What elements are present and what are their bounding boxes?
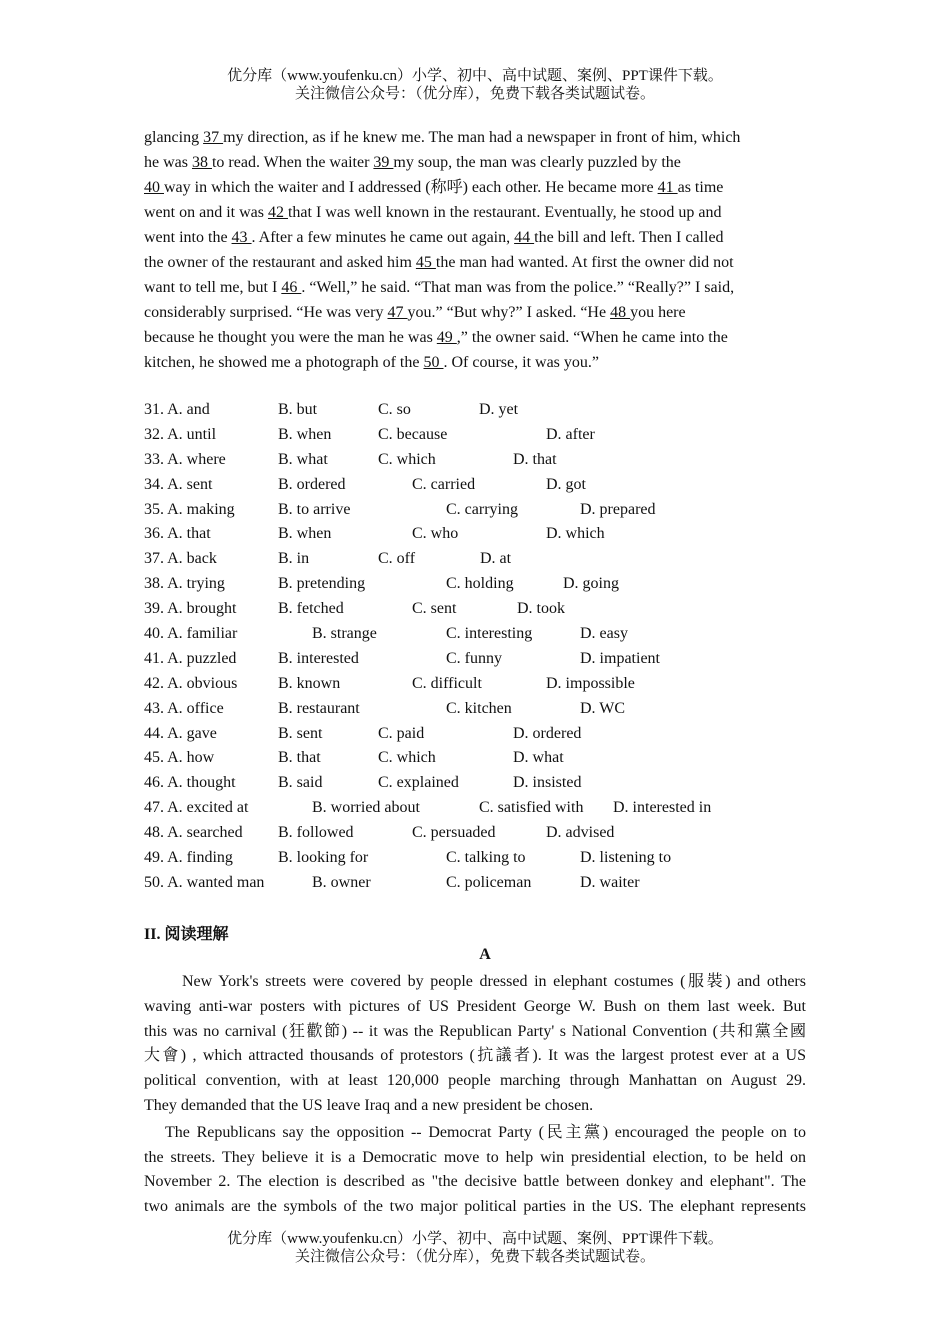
option-c: C. carried — [412, 475, 476, 493]
option-d: D. easy — [580, 625, 628, 643]
option-c: C. interesting — [446, 625, 533, 643]
option-c: C. paid — [378, 724, 425, 742]
option-d: D. which — [546, 525, 605, 543]
page-header — [0, 67, 950, 103]
blank-37: 37 — [203, 129, 224, 146]
blank-44: 44 — [514, 229, 535, 246]
blank-39: 39 — [373, 154, 394, 171]
option-b: B. worried about — [312, 799, 420, 817]
option-c: C. off — [378, 550, 416, 568]
reading-line: two animals are the symbols of the two major political parties in the US. The elephant represents — [144, 1198, 806, 1216]
passage-line: the owner of the restaurant and asked him 45 the man had wanted. At first the owner did not — [144, 254, 734, 271]
reading-line: November 2. The election is described as "the decisive battle between donkey and elephant". The — [144, 1173, 806, 1191]
option-d: D. listening to — [580, 849, 672, 867]
option-d: D. impatient — [580, 649, 660, 667]
reading-line: political convention, with at least 120,000 people marching through Manhattan on August 29. — [144, 1072, 806, 1090]
option-d: D. advised — [546, 824, 615, 842]
reading-line: the streets. They believe it is a Democratic move to help win presidential election, to be held on — [144, 1148, 806, 1166]
option-b: B. looking for — [278, 849, 369, 867]
option-c: C. explained — [378, 774, 459, 792]
option-c: C. holding — [446, 575, 514, 593]
option-c: C. talking to — [446, 849, 526, 867]
option-b: B. sent — [278, 724, 323, 742]
option-d: D. what — [513, 749, 564, 767]
option-b: B. followed — [278, 824, 354, 842]
passage-line: want to tell me, but I 46 . “Well,” he said. “That man was from the police.” “Really?” I said, — [144, 279, 735, 296]
passage-line: kitchen, he showed me a photograph of the 50 . Of course, it was you.” — [144, 354, 599, 371]
option-c: C. difficult — [412, 674, 482, 692]
blank-49: 49 — [436, 329, 457, 346]
option-b: B. restaurant — [278, 699, 360, 717]
footer-line-1: 优分库（www.youfenku.cn）小学、初中、高中试题、案例、PPT课件下载。 — [227, 1231, 723, 1247]
option-a: 34. A. sent — [144, 475, 213, 493]
option-a: 50. A. wanted man — [144, 873, 265, 891]
header-line-2: 关注微信公众号：（优分库），免费下载各类试题试卷。 — [294, 86, 655, 102]
option-a: 43. A. office — [144, 699, 224, 717]
option-d: D. prepared — [580, 500, 656, 518]
reading-passage — [144, 970, 806, 1220]
passage-line: went into the 43 . After a few minutes he came out again, 44 the bill and left. Then I called — [144, 229, 724, 246]
blank-48: 48 — [610, 304, 631, 321]
blank-38: 38 — [191, 154, 212, 171]
passage-line: because he thought you were the man he was 49 ,” the owner said. “When he came into the — [144, 329, 728, 346]
option-b: B. known — [278, 674, 341, 692]
blank-47: 47 — [387, 304, 408, 321]
option-b: B. when — [278, 425, 332, 443]
page-footer — [0, 1230, 950, 1266]
option-a: 44. A. gave — [144, 724, 217, 742]
option-a: 32. A. until — [144, 425, 217, 443]
option-d: D. going — [563, 575, 619, 593]
blank-43: 43 — [231, 229, 252, 246]
option-d: D. yet — [479, 401, 519, 418]
option-a: 35. A. making — [144, 500, 235, 518]
reading-line: this was no carnival (狂歡節) -- it was the Republican Party' s National Convention (共和黨全國 — [144, 1022, 806, 1040]
option-c: C. persuaded — [412, 824, 496, 842]
option-d: D. waiter — [580, 873, 640, 891]
option-b: B. fetched — [278, 600, 344, 618]
option-c: C. policeman — [446, 873, 532, 891]
option-d: D. at — [480, 550, 512, 568]
blank-42: 42 — [267, 204, 288, 221]
option-a: 31. A. and — [144, 401, 210, 418]
option-a: 41. A. puzzled — [144, 649, 237, 667]
option-b: B. strange — [312, 625, 377, 643]
option-b: B. owner — [312, 873, 371, 891]
passage-line: glancing 37 my direction, as if he knew me. The man had a newspaper in front of him, which — [144, 129, 741, 146]
option-c: C. because — [378, 425, 448, 443]
option-c: C. satisfied with — [479, 799, 584, 817]
reading-line: 大會) , which attracted thousands of protestors (抗議者). It was the largest protest ever at a US — [144, 1047, 806, 1065]
option-a: 40. A. familiar — [144, 625, 238, 643]
option-d: D. WC — [580, 699, 626, 717]
option-d: D. after — [546, 425, 595, 443]
option-a: 42. A. obvious — [144, 674, 238, 692]
option-d: D. ordered — [513, 724, 582, 742]
option-a: 37. A. back — [144, 550, 217, 568]
option-a: 47. A. excited at — [144, 799, 249, 817]
option-b: B. what — [278, 450, 328, 468]
blank-45: 45 — [415, 254, 436, 271]
option-b: B. but — [278, 401, 318, 418]
option-c: C. so — [378, 401, 411, 418]
option-c: C. kitchen — [446, 699, 512, 717]
option-c: C. funny — [446, 649, 502, 667]
option-d: D. impossible — [546, 674, 635, 692]
blank-46: 46 — [281, 279, 302, 296]
header-line-1: 优分库（www.youfenku.cn）小学、初中、高中试题、案例、PPT课件下载。 — [227, 68, 723, 84]
option-b: B. pretending — [278, 575, 366, 593]
option-b: B. to arrive — [278, 500, 351, 518]
option-c: C. who — [412, 525, 459, 543]
option-a: 33. A. where — [144, 450, 226, 468]
reading-line: waving anti-war posters with pictures of US President George W. Bush on them last week. But — [144, 997, 806, 1015]
reading-line: They demanded that the US leave Iraq and a new president be chosen. — [144, 1096, 594, 1114]
option-d: D. interested in — [613, 799, 712, 817]
option-d: D. insisted — [513, 774, 582, 792]
blank-40: 40 — [144, 179, 164, 196]
blank-41: 41 — [657, 179, 678, 196]
passage-line: went on and it was 42 that I was well known in the restaurant. Eventually, he stood up and — [144, 204, 722, 221]
section-title: II. 阅读理解 — [144, 926, 229, 943]
option-c: C. which — [378, 450, 436, 468]
passage-title: A — [479, 946, 491, 963]
option-b: B. interested — [278, 649, 359, 667]
option-c: C. carrying — [446, 500, 518, 518]
option-d: D. that — [513, 450, 557, 468]
cloze-passage — [144, 125, 808, 375]
footer-line-2: 关注微信公众号：（优分库），免费下载各类试题试卷。 — [294, 1249, 655, 1265]
option-b: B. ordered — [278, 475, 346, 493]
option-a: 38. A. trying — [144, 575, 225, 593]
reading-line: The Republicans say the opposition -- Democrat Party (民主黨) encouraged the people on to — [165, 1123, 806, 1141]
option-a: 46. A. thought — [144, 774, 236, 792]
paragraph — [144, 1121, 806, 1220]
option-d: D. got — [546, 475, 586, 493]
option-a: 48. A. searched — [144, 824, 243, 842]
blank-50: 50 — [423, 354, 444, 371]
option-c: C. which — [378, 749, 436, 767]
passage-line: he was 38 to read. When the waiter 39 my soup, the man was clearly puzzled by the — [144, 154, 681, 171]
paragraph — [144, 970, 806, 1119]
option-b: B. that — [278, 749, 321, 767]
option-d: D. took — [517, 600, 565, 618]
passage-line: considerably surprised. “He was very 47 you.” “But why?” I asked. “He 48 you here — [144, 304, 686, 321]
option-a: 45. A. how — [144, 749, 215, 767]
option-b: B. said — [278, 774, 323, 792]
passage-line: 40 way in which the waiter and I addressed (称呼) each other. He became more 41 as time — [144, 179, 724, 196]
option-c: C. sent — [412, 600, 457, 618]
option-b: B. when — [278, 525, 332, 543]
option-a: 36. A. that — [144, 525, 211, 543]
option-a: 49. A. finding — [144, 849, 233, 867]
option-b: B. in — [278, 550, 310, 568]
option-a: 39. A. brought — [144, 600, 237, 618]
reading-line: New York's streets were covered by people dressed in elephant costumes (服裝) and others — [182, 973, 806, 990]
